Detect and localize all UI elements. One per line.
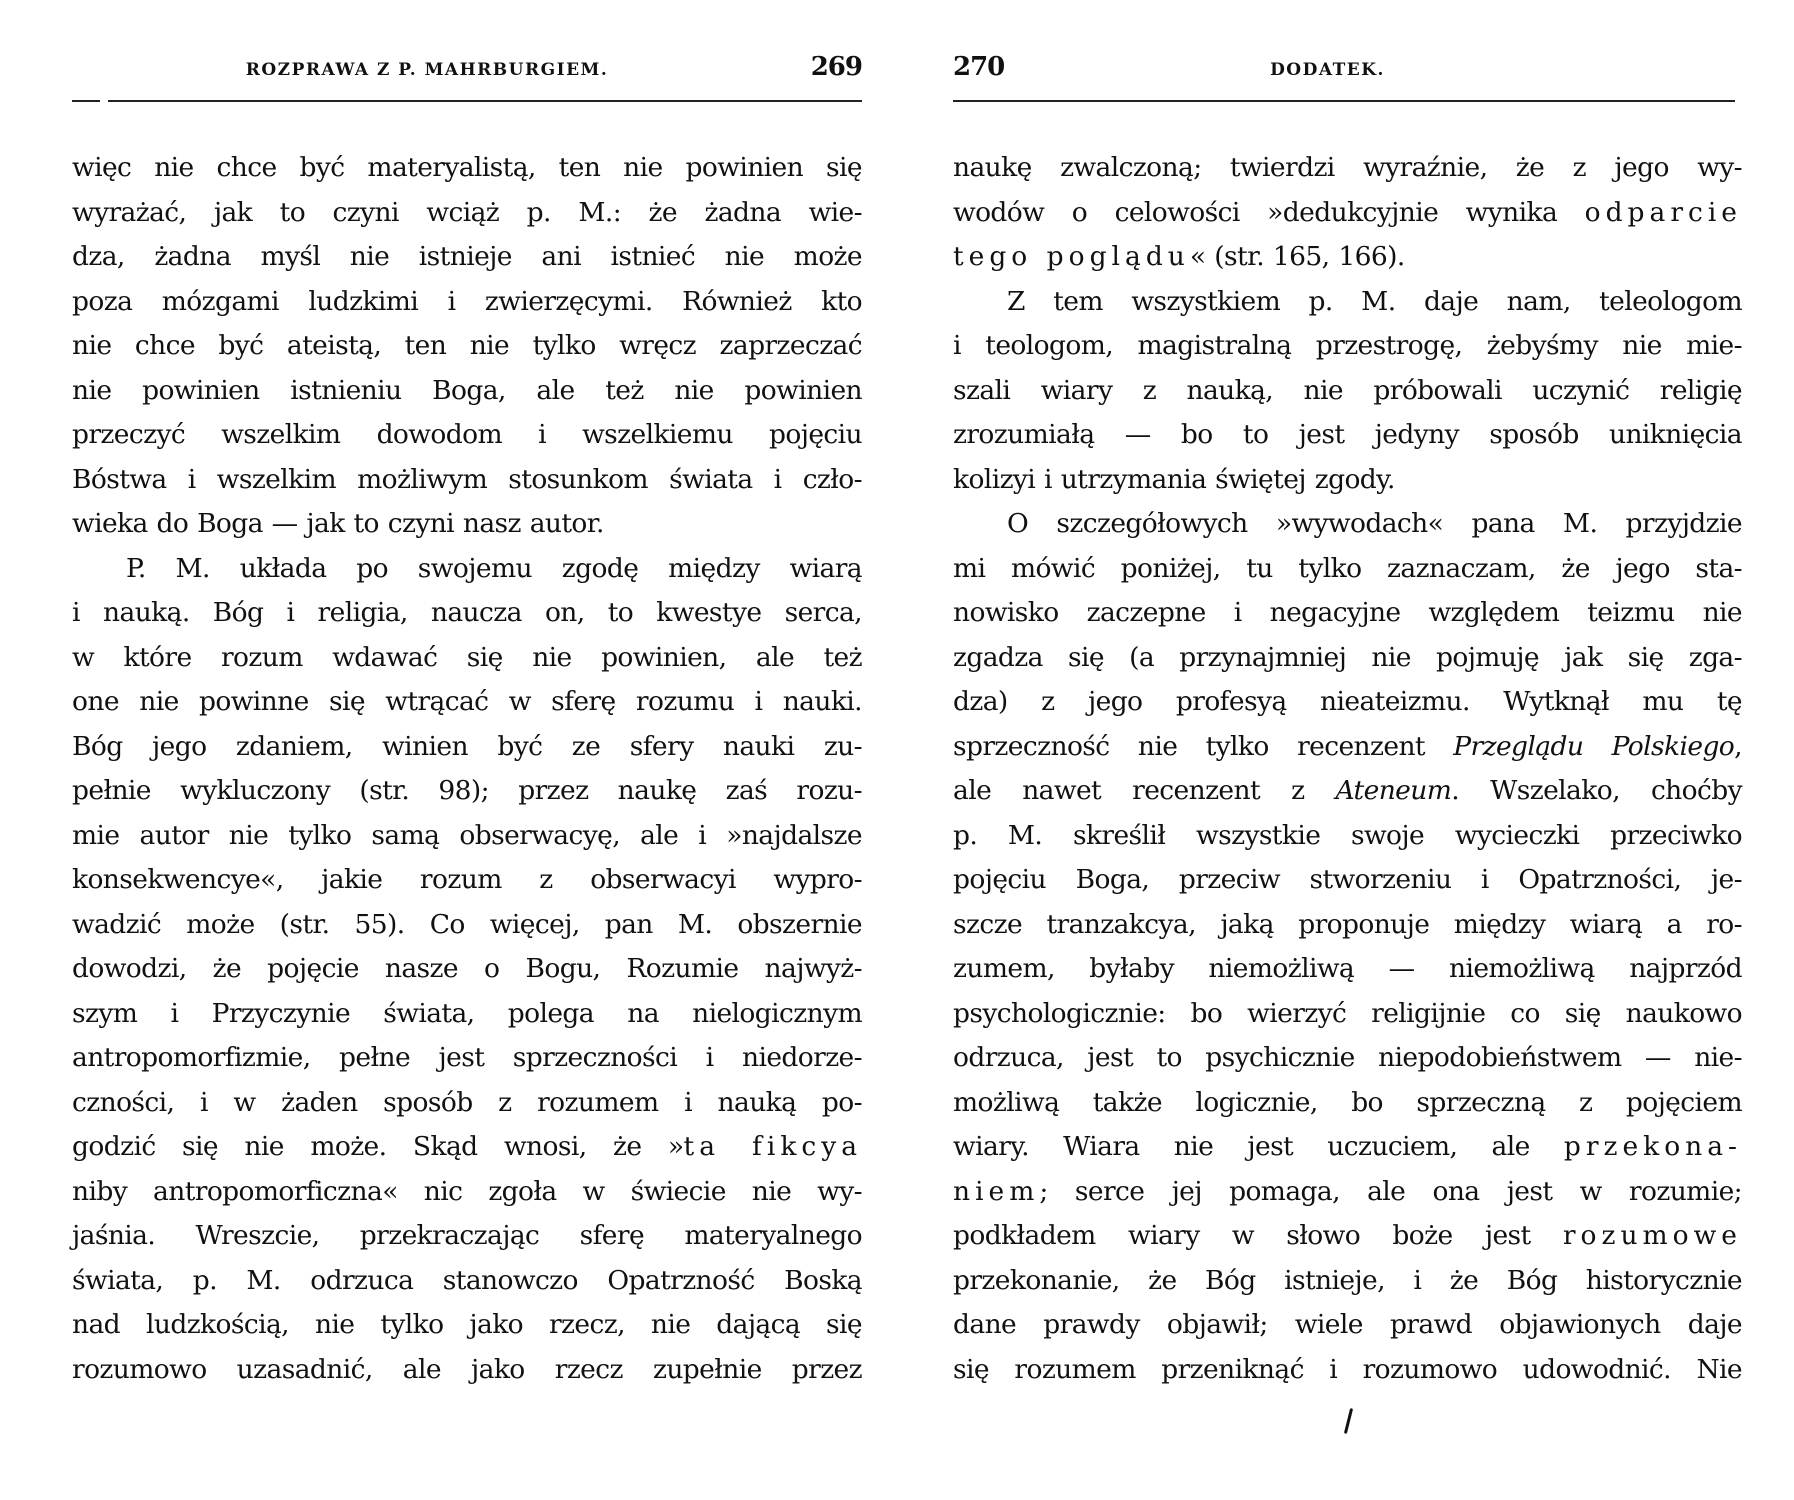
text-line: [953, 1348, 1742, 1393]
text-line: [72, 280, 862, 325]
text-line: [953, 1081, 1742, 1126]
spaced-emphasis: przekona-: [1563, 1131, 1742, 1162]
left-page: [72, 0, 862, 1500]
line-text: mie autor nie tylko samą obserwacyę, ale i »najdalsze: [72, 819, 862, 851]
text-line: [953, 369, 1742, 414]
text-line: [953, 1125, 1742, 1170]
text-line: [72, 725, 862, 770]
line-text: p. M. skreślił wszystkie swoje wycieczki przeciwko: [953, 819, 1742, 851]
header-rule: [72, 100, 862, 102]
text-line: [953, 1214, 1742, 1259]
line-text: możliwą także logicznie, bo sprzeczną z pojęciem: [953, 1086, 1742, 1118]
spaced-emphasis: odparcie: [1584, 196, 1742, 228]
line-text: zumem, byłaby niemożliwą — niemożliwą najprzód: [953, 953, 1742, 984]
text-line: [72, 769, 862, 814]
text-line: [953, 591, 1742, 636]
line-text: pojęciu Boga, przeciw stworzeniu i Opatrzności, je-: [953, 864, 1742, 895]
text-line: [953, 413, 1742, 458]
text-line: [72, 413, 862, 458]
line-text: wodów o celowości »dedukcyjnie wynika: [953, 196, 1585, 228]
text-line: [953, 502, 1742, 547]
text-line: [953, 146, 1742, 191]
text-line: [72, 814, 862, 859]
text-line: [953, 903, 1742, 948]
text-line: [72, 369, 862, 414]
text-line: [72, 1348, 862, 1393]
running-title: DODATEK.: [1270, 60, 1385, 80]
line-text: kolizyi i utrzymania świętej zgody.: [953, 463, 1395, 495]
line-text: Bóstwa i wszelkim możliwym stosunkom świata i czło-: [72, 463, 862, 495]
text-line: [72, 992, 862, 1037]
text-line: [72, 903, 862, 948]
text-line: [72, 1125, 862, 1170]
line-text: nie powinien istnieniu Boga, ale też nie powinien: [72, 374, 862, 406]
text-line: [953, 1036, 1742, 1081]
line-text: ale nawet recenzent z: [953, 775, 1336, 806]
line-text: wiary. Wiara nie jest uczuciem, ale: [953, 1131, 1564, 1162]
text-line: [72, 1214, 862, 1259]
italic-title: Przeglądu Polskiego: [1453, 730, 1735, 762]
line-text: przeczyć wszelkim dowodom i wszelkiemu pojęciu: [72, 419, 862, 450]
text-line: [72, 1081, 862, 1126]
line-text: zrozumiałą — bo to jest jedyny sposób uniknięcia: [953, 419, 1742, 450]
line-text: szcze tranzakcya, jaką proponuje między wiarą a ro-: [953, 908, 1742, 940]
text-line: [953, 992, 1742, 1037]
spaced-emphasis: tego poglądu: [953, 241, 1190, 272]
text-line: [953, 680, 1742, 725]
line-text: dane prawdy objawił; wiele prawd objawionych daje: [953, 1309, 1742, 1340]
line-text: świata, p. M. odrzuca stanowczo Opatrzność Boską: [72, 1264, 862, 1296]
text-line: [72, 1259, 862, 1304]
line-text: rozumowo uzasadnić, ale jako rzecz zupełnie przez: [72, 1353, 862, 1385]
line-text: one nie powinne się wtrącać w sferę rozumu i nauki.: [72, 686, 862, 717]
line-text: Bóg jego zdaniem, winien być ze sfery nauki zu-: [72, 730, 862, 762]
line-text: szali wiary z nauką, nie próbowali uczynić religię: [953, 374, 1742, 406]
line-text: Z tem wszystkiem p. M. daje nam, teleologom: [1007, 285, 1742, 317]
line-text: ; serce jej pomaga, ale ona jest w rozumie;: [1039, 1175, 1742, 1207]
text-line: [953, 191, 1742, 236]
line-text: jaśnia. Wreszcie, przekraczając sferę materyalnego: [72, 1220, 862, 1251]
line-text: ,: [1734, 730, 1742, 762]
line-text: naukę zwalczoną; twierdzi wyraźnie, że z jego wy-: [953, 152, 1742, 183]
italic-title: Ateneum: [1335, 775, 1452, 806]
line-text: godzić się nie może. Skąd wnosi, że »: [72, 1131, 684, 1162]
page-number: 269: [810, 52, 862, 82]
text-line: [72, 947, 862, 992]
spaced-emphasis: ta fikcya: [683, 1131, 863, 1162]
spaced-emphasis: rozumowe: [1562, 1220, 1742, 1251]
text-line: [953, 1259, 1742, 1304]
text-line: [953, 547, 1742, 592]
text-line: [953, 636, 1742, 681]
text-line: [72, 1303, 862, 1348]
line-text: pełnie wykluczony (str. 98); przez naukę zaś rozu-: [72, 775, 862, 806]
line-text: podkładem wiary w słowo boże jest: [953, 1220, 1563, 1251]
text-line: [72, 858, 862, 903]
rule-gap: [100, 100, 108, 102]
page-number: 270: [953, 52, 1005, 82]
line-text: poza mózgami ludzkimi i zwierzęcymi. Również kto: [72, 285, 862, 317]
line-text: czności, i w żaden sposób z rozumem i nauką po-: [72, 1086, 862, 1118]
line-text: « (str. 165, 166).: [1189, 241, 1405, 272]
text-line: [953, 814, 1742, 859]
line-text: antropomorfizmie, pełne jest sprzeczności i niedorze-: [72, 1042, 862, 1073]
text-line: [953, 458, 1742, 503]
text-line: [72, 235, 862, 280]
running-title: ROZPRAWA Z P. MAHRBURGIEM.: [245, 60, 609, 80]
line-text: dowodzi, że pojęcie nasze o Bogu, Rozumie najwyż-: [72, 953, 862, 984]
text-line: [72, 636, 862, 681]
text-line: [953, 235, 1742, 280]
header-rule: [953, 100, 1735, 102]
line-text: P. M. układa po swojemu zgodę między wiarą: [126, 552, 862, 584]
running-head: [953, 52, 1742, 92]
text-line: [953, 858, 1742, 903]
line-text: dza) z jego profesyą nieateizmu. Wytknął mu tę: [953, 686, 1742, 717]
text-line: [72, 591, 862, 636]
line-text: i teologom, magistralną przestrogę, żebyśmy nie mie-: [953, 330, 1742, 361]
line-text: psychologicznie: bo wierzyć religijnie co się naukowo: [953, 997, 1742, 1029]
line-text: więc nie chce być materyalistą, ten nie powinien się: [72, 152, 862, 183]
text-line: [72, 1170, 862, 1215]
line-text: nowisko zaczepne i negacyjne względem teizmu nie: [953, 597, 1742, 628]
text-line: [953, 947, 1742, 992]
text-line: [953, 1170, 1742, 1215]
text-line: [72, 502, 862, 547]
text-line: [953, 725, 1742, 770]
body-text: [953, 146, 1742, 1392]
line-text: odrzuca, jest to psychicznie niepodobieństwem — nie-: [953, 1042, 1742, 1073]
running-head: [72, 52, 862, 92]
line-text: wyrażać, jak to czyni wciąż p. M.: że żadna wie-: [72, 196, 862, 228]
text-line: [953, 324, 1742, 369]
line-text: nad ludzkością, nie tylko jako rzecz, nie dającą się: [72, 1309, 862, 1340]
line-text: dza, żadna myśl nie istnieje ani istnieć nie może: [72, 241, 862, 272]
line-text: mi mówić poniżej, tu tylko zaznaczam, że jego sta-: [953, 552, 1742, 584]
text-line: [72, 458, 862, 503]
body-text: [72, 146, 862, 1392]
line-text: O szczegółowych »wywodach« pana M. przyjdzie: [1007, 508, 1742, 539]
line-text: niby antropomorficzna« nic zgoła w świecie nie wy-: [72, 1175, 862, 1207]
line-text: i nauką. Bóg i religia, naucza on, to kwestye serca,: [72, 597, 862, 628]
text-line: [72, 547, 862, 592]
right-page: [953, 0, 1742, 1500]
text-line: [953, 769, 1742, 814]
text-line: [953, 1303, 1742, 1348]
text-line: [72, 191, 862, 236]
line-text: szym i Przyczynie świata, polega na nielogicznym: [72, 997, 862, 1029]
text-line: [953, 280, 1742, 325]
line-text: sprzeczność nie tylko recenzent: [953, 730, 1454, 762]
text-line: [72, 680, 862, 725]
line-text: wadzić może (str. 55). Co więcej, pan M. obszernie: [72, 908, 862, 940]
spaced-emphasis: niem: [953, 1175, 1040, 1207]
text-line: [72, 1036, 862, 1081]
text-line: [72, 324, 862, 369]
line-text: nie chce być ateistą, ten nie tylko wręcz zaprzeczać: [72, 330, 862, 361]
text-line: [72, 146, 862, 191]
line-text: zgadza się (a przynajmniej nie pojmuję jak się zga-: [953, 641, 1742, 673]
line-text: przekonanie, że Bóg istnieje, i że Bóg historycznie: [953, 1264, 1742, 1296]
line-text: wieka do Boga — jak to czyni nasz autor.: [72, 508, 604, 539]
line-text: . Wszelako, choćby: [1451, 775, 1742, 806]
line-text: się rozumem przeniknąć i rozumowo udowodnić. Nie: [953, 1353, 1742, 1385]
line-text: konsekwencye«, jakie rozum z obserwacyi wypro-: [72, 864, 862, 895]
line-text: w które rozum wdawać się nie powinien, ale też: [72, 641, 862, 673]
